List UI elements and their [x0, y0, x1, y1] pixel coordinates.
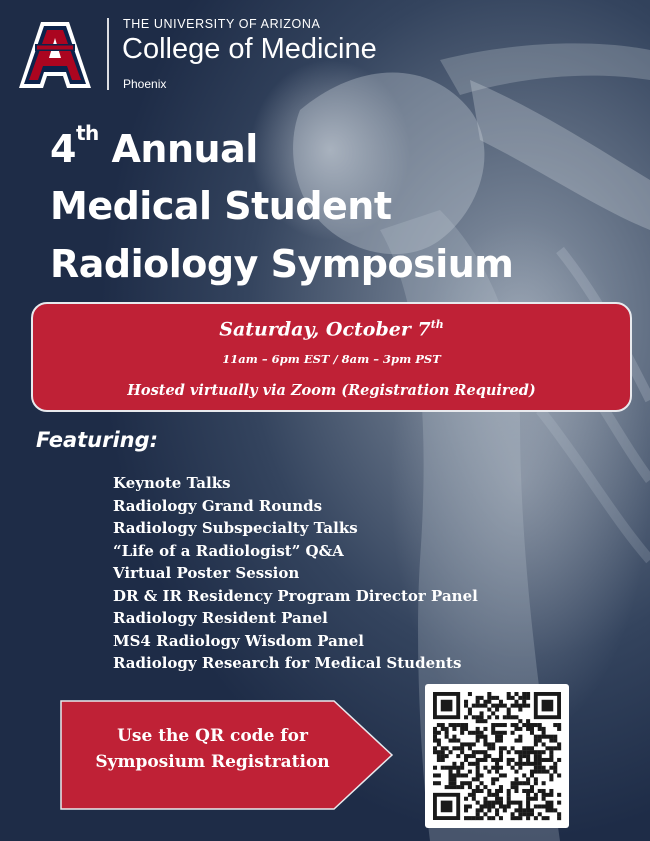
featuring-item: Radiology Resident Panel	[113, 609, 328, 627]
event-hosting: Hosted virtually via Zoom (Registration Required)	[127, 382, 536, 399]
title-ordinal-suffix: th	[75, 121, 99, 146]
title-line-1	[50, 121, 258, 171]
featuring-item: MS4 Radiology Wisdom Panel	[113, 631, 365, 650]
featuring-heading: Featuring:	[36, 428, 159, 452]
featuring-item: “Life of a Radiologist” Q&A	[113, 541, 344, 560]
featuring-item: Radiology Subspecialty Talks	[113, 519, 358, 537]
registration-line-1: Use the QR code for	[117, 726, 308, 746]
registration-line-2: Symposium Registration	[95, 752, 330, 772]
header-divider	[107, 18, 109, 90]
event-details-banner	[31, 302, 632, 412]
campus-name: Phoenix	[123, 77, 167, 91]
title-line-2: Medical Student	[50, 184, 392, 228]
featuring-item: DR & IR Residency Program Director Panel	[113, 586, 478, 605]
event-date-text: Saturday, October 7	[219, 318, 431, 341]
university-of-arizona-logo	[15, 18, 95, 92]
college-name: College of Medicine	[122, 33, 377, 65]
title-ordinal-number: 4	[50, 127, 76, 171]
featuring-item: Radiology Grand Rounds	[113, 496, 323, 515]
qr-code-icon[interactable]	[425, 684, 569, 828]
event-date-suffix: th	[430, 318, 444, 331]
university-name: THE UNIVERSITY OF ARIZONA	[123, 17, 321, 31]
event-date	[33, 318, 630, 340]
featuring-item: Keynote Talks	[113, 474, 231, 492]
featuring-item: Radiology Research for Medical Students	[113, 654, 462, 672]
event-time: 11am – 6pm EST / 8am – 3pm PST	[222, 352, 441, 366]
featuring-item: Virtual Poster Session	[113, 564, 300, 582]
featuring-list	[113, 472, 478, 675]
registration-callout	[60, 723, 365, 775]
title-annual: Annual	[111, 127, 258, 171]
title-line-3: Radiology Symposium	[50, 242, 514, 286]
